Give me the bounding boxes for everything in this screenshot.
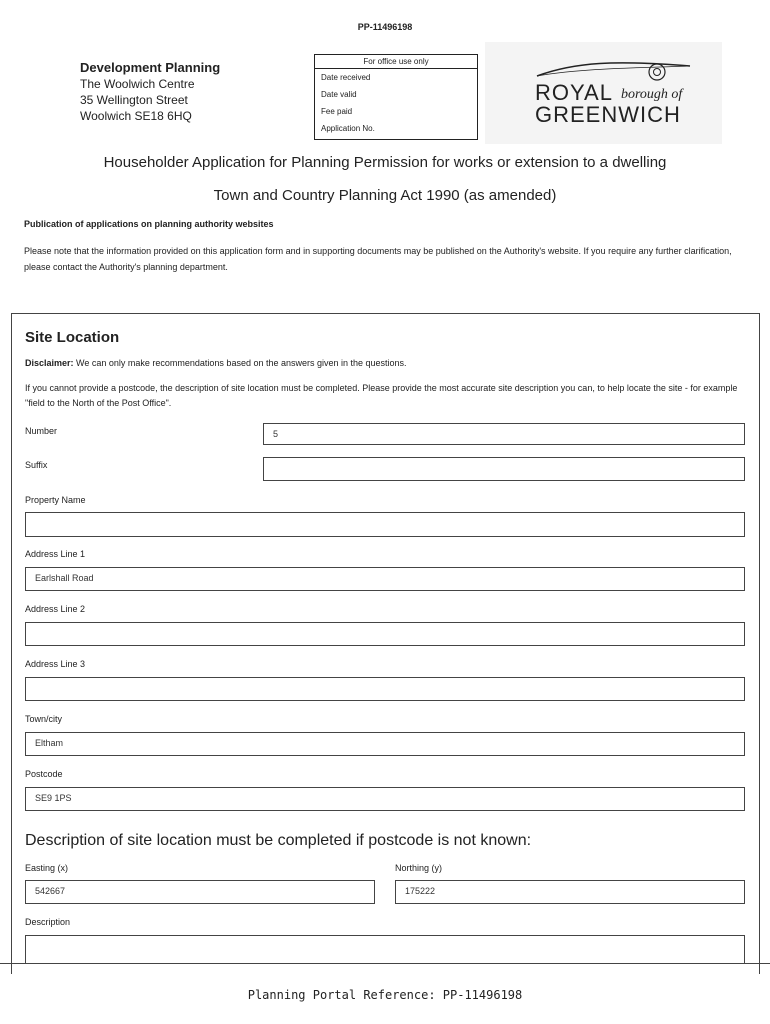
form-title: Householder Application for Planning Permission for works or extension to a dwelling	[103, 154, 667, 171]
council-address	[80, 60, 220, 124]
address-line: 35 Wellington Street	[80, 93, 188, 107]
form-subtitle: Town and Country Planning Act 1990 (as amended)	[213, 187, 557, 204]
suffix-field[interactable]	[263, 457, 745, 481]
logo-royal-text: ROYAL	[535, 80, 613, 105]
footer-reference: Planning Portal Reference: PP-11496198	[247, 988, 523, 1002]
number-label: Number	[25, 426, 58, 436]
town-city-field[interactable]: Eltham	[25, 732, 745, 756]
address-line-1-label: Address Line 1	[25, 549, 86, 559]
site-description-heading: Description of site location must be completed if postcode is not known:	[25, 832, 532, 849]
office-use-row: Application No.	[321, 124, 375, 133]
office-use-box	[314, 54, 478, 140]
description-label: Description	[25, 917, 71, 927]
logo-borough-text: borough of	[621, 87, 683, 102]
publication-heading: Publication of applications on planning authority websites	[24, 219, 274, 229]
disclaimer	[25, 356, 745, 371]
description-field[interactable]	[25, 935, 745, 963]
northing-field[interactable]: 175222	[395, 880, 745, 904]
northing-label: Northing (y)	[395, 863, 443, 873]
address-line-3-field[interactable]	[25, 677, 745, 701]
publication-text: Please note that the information provided on this application form and in supporting documents may be published on the Authority's website. If you require any further clarification, please contact the Authority's planning department.	[24, 246, 732, 272]
property-name-field[interactable]	[25, 512, 745, 537]
suffix-label: Suffix	[25, 460, 48, 470]
address-line-2-field[interactable]	[25, 622, 745, 646]
address-line-1-field[interactable]: Earlshall Road	[25, 567, 745, 591]
site-location-title: Site Location	[25, 329, 120, 346]
office-use-row: Date valid	[321, 90, 357, 99]
easting-label: Easting (x)	[25, 863, 69, 873]
office-use-heading: For office use only	[315, 55, 477, 69]
number-field[interactable]: 5	[263, 423, 745, 445]
office-use-row: Fee paid	[321, 107, 353, 116]
office-use-row: Date received	[321, 73, 371, 82]
postcode-field[interactable]: SE9 1PS	[25, 787, 745, 811]
disclaimer-label: Disclaimer:	[25, 358, 74, 368]
disclaimer-text: We can only make recommendations based on the answers given in the questions.	[73, 358, 407, 368]
royal-greenwich-logo	[485, 42, 722, 144]
department-name: Development Planning	[80, 60, 221, 75]
easting-field[interactable]: 542667	[25, 880, 375, 904]
postcode-note: If you cannot provide a postcode, the description of site location must be completed. Please provide the most accurate site description you can, to help locate the site - for example "field to the North of the Post Office".	[25, 383, 738, 408]
page-divider	[0, 963, 770, 964]
address-line-2-label: Address Line 2	[25, 604, 86, 614]
logo-greenwich-text: GREENWICH	[535, 102, 681, 127]
address-line: Woolwich SE18 6HQ	[80, 109, 192, 123]
reference-number-top: PP-11496198	[357, 22, 413, 32]
address-line-3-label: Address Line 3	[25, 659, 86, 669]
town-city-label: Town/city	[25, 714, 63, 724]
postcode-label: Postcode	[25, 769, 63, 779]
address-line: The Woolwich Centre	[80, 77, 195, 91]
property-name-label: Property Name	[25, 495, 86, 505]
